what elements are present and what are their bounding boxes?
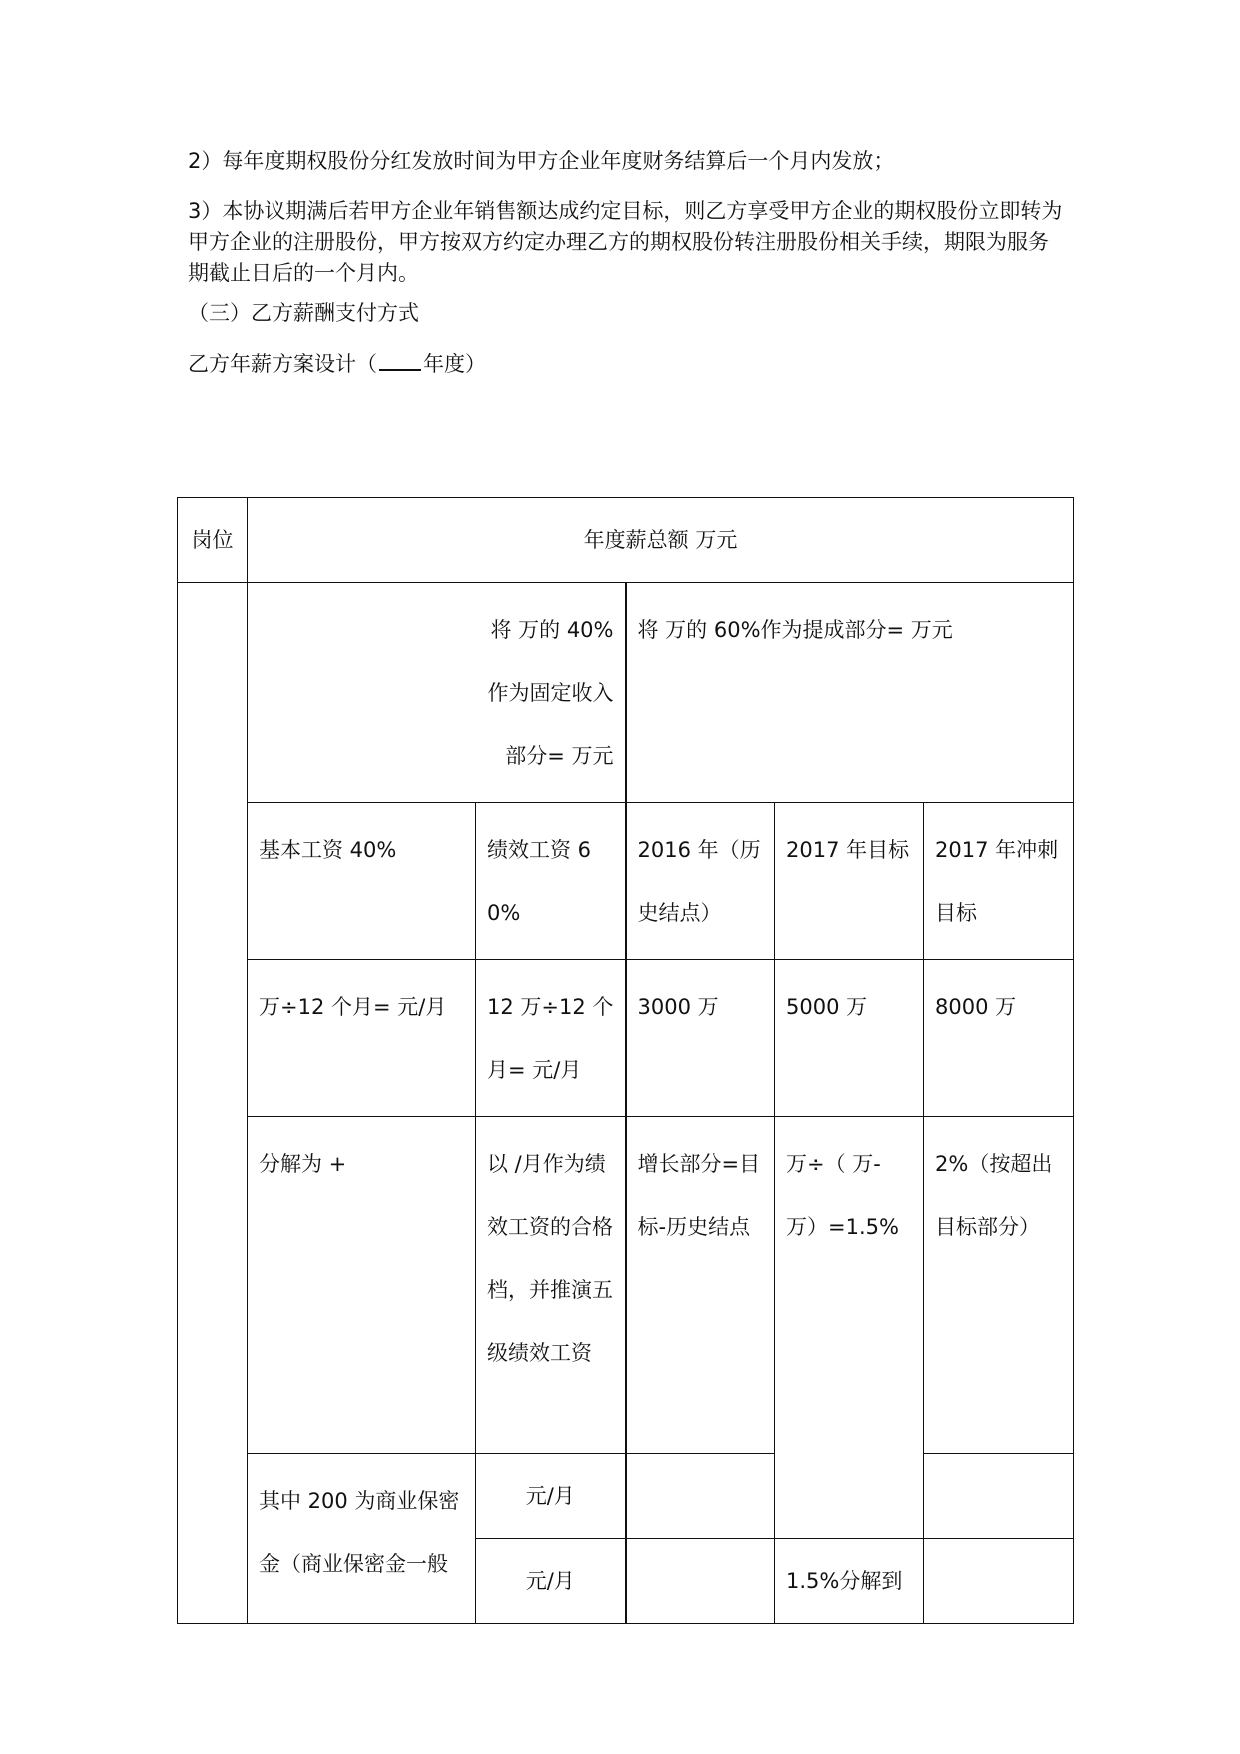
fixed-income-cell: 将 万的 40%作为固定收入部分= 万元	[248, 583, 626, 803]
year-2017-target-cell: 2017 年目标	[775, 803, 924, 960]
growth-rate-cell: 万÷（ 万-万）=1.5%	[775, 1117, 924, 1539]
header-position-cell: 岗位	[178, 498, 248, 583]
empty-cell	[924, 1539, 1074, 1624]
paragraph-share-conversion: 3）本协议期满后若甲方企业年销售额达成约定目标，则乙方享受甲方企业的期权股份立即转为甲方企业的注册股份，甲方按双方约定办理乙方的期权股份转注册股份相关手续，期限为服务期截止日后的一个月内。	[188, 199, 1063, 285]
growth-formula-cell: 增长部分=目标-历史结点	[626, 1117, 775, 1454]
table-row	[178, 498, 1074, 583]
year-2016-history-cell: 2016 年（历史结点）	[626, 803, 775, 960]
table-row	[178, 960, 1074, 1117]
position-blank-cell	[178, 583, 248, 1624]
section-heading-payment: （三）乙方薪酬支付方式	[188, 301, 419, 325]
base-monthly-calc-cell: 万÷12 个月= 元/月	[248, 960, 476, 1117]
performance-monthly-calc-cell: 12 万÷12 个月= 元/月	[476, 960, 626, 1117]
value-2016-cell: 3000 万	[626, 960, 775, 1117]
base-salary-label-cell: 基本工资 40%	[248, 803, 476, 960]
breakdown-cell: 分解为 +	[248, 1117, 476, 1454]
paragraph-dividend-timing: 2）每年度期权股份分红发放时间为甲方企业年度财务结算后一个月内发放；	[188, 149, 895, 173]
salary-table	[177, 497, 1074, 1624]
table-row	[178, 583, 1074, 803]
yuan-per-month-cell-2: 元/月	[476, 1539, 626, 1624]
table-row	[178, 803, 1074, 960]
value-2017-sprint-cell: 8000 万	[924, 960, 1074, 1117]
value-2017-target-cell: 5000 万	[775, 960, 924, 1117]
salary-plan-year-suffix: 年度）	[423, 352, 486, 376]
sprint-rate-cell: 2%（按超出目标部分）	[924, 1117, 1074, 1454]
empty-cell	[626, 1454, 775, 1539]
empty-cell	[924, 1454, 1074, 1539]
year-blank-line	[379, 349, 421, 371]
year-2017-sprint-cell: 2017 年冲刺目标	[924, 803, 1074, 960]
performance-grade-cell: 以 /月作为绩效工资的合格档，并推演五级绩效工资	[476, 1117, 626, 1454]
salary-plan-label: 乙方年薪方案设计（	[188, 352, 377, 376]
commission-cell: 将 万的 60%作为提成部分= 万元	[626, 583, 1074, 803]
header-total-salary-cell: 年度薪总额 万元	[248, 498, 1074, 583]
paragraph-salary-plan	[188, 349, 1068, 380]
rate-breakdown-cell: 1.5%分解到	[775, 1539, 924, 1624]
confidentiality-fee-cell: 其中 200 为商业保密金（商业保密金一般	[248, 1454, 476, 1624]
table-row	[178, 1454, 1074, 1539]
empty-cell	[626, 1539, 775, 1624]
performance-salary-label-cell: 绩效工资 60%	[476, 803, 626, 960]
yuan-per-month-cell-1: 元/月	[476, 1454, 626, 1539]
table-row	[178, 1117, 1074, 1454]
